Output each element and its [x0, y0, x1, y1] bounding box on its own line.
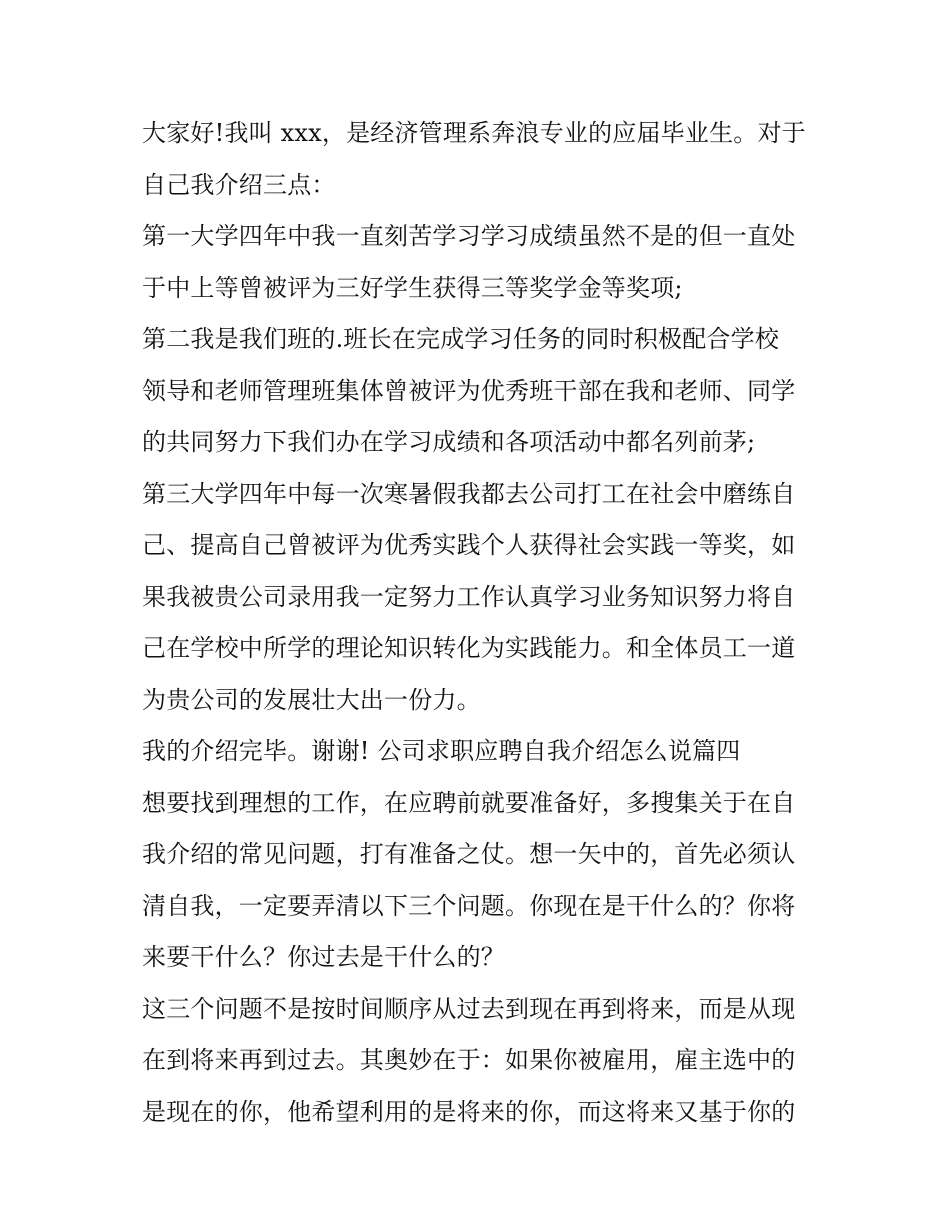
text-line: 第一大学四年中我一直刻苦学习学习成绩虽然不是的但一直处	[142, 222, 796, 250]
text-line: 是现在的你，他希望利用的是将来的你，而这将来又基于你的	[142, 1097, 796, 1126]
text-line: 在到将来再到过去。其奥妙在于：如果你被雇用，雇主选中的	[142, 1046, 796, 1074]
text-line: 领导和老师管理班集体曾被评为优秀班干部在我和老师、同学	[142, 376, 796, 405]
text-line: 的共同努力下我们办在学习成绩和各项活动中都名列前茅;	[142, 428, 756, 456]
text-line: 清自我，一定要弄清以下三个问题。你现在是干什么的？你将	[142, 891, 796, 920]
text-line: 大家好!我叫 xxx，是经济管理系奔浪专业的应届毕业生。对于	[142, 119, 806, 147]
text-line: 自己我介绍三点：	[142, 170, 336, 199]
text-line: 于中上等曾被评为三好学生获得三等奖学金等奖项;	[142, 273, 683, 302]
text-line: 我介绍的常见问题，打有准备之仗。想一矢中的，首先必须认	[142, 840, 796, 868]
text-line: 为贵公司的发展壮大出一份力。	[142, 685, 481, 714]
text-line: 己在学校中所学的理论知识转化为实践能力。和全体员工一道	[142, 634, 796, 662]
text-line: 己、提高自己曾被评为优秀实践个人获得社会实践一等奖，如	[142, 531, 796, 559]
document-body	[142, 108, 822, 1138]
text-line: 我的介绍完毕。谢谢! 公司求职应聘自我介绍怎么说篇四	[142, 737, 741, 765]
text-line: 第三大学四年中每一次寒暑假我都去公司打工在社会中磨练自	[142, 479, 796, 508]
text-line: 这三个问题不是按时间顺序从过去到现在再到将来，而是从现	[142, 994, 796, 1023]
text-line: 第二我是我们班的.班长在完成学习任务的同时积极配合学校	[142, 325, 780, 353]
text-line: 想要找到理想的工作，在应聘前就要准备好，多搜集关于在自	[142, 788, 796, 817]
text-line: 来要干什么？你过去是干什么的？	[142, 943, 505, 971]
text-line: 果我被贵公司录用我一定努力工作认真学习业务知识努力将自	[142, 582, 796, 611]
